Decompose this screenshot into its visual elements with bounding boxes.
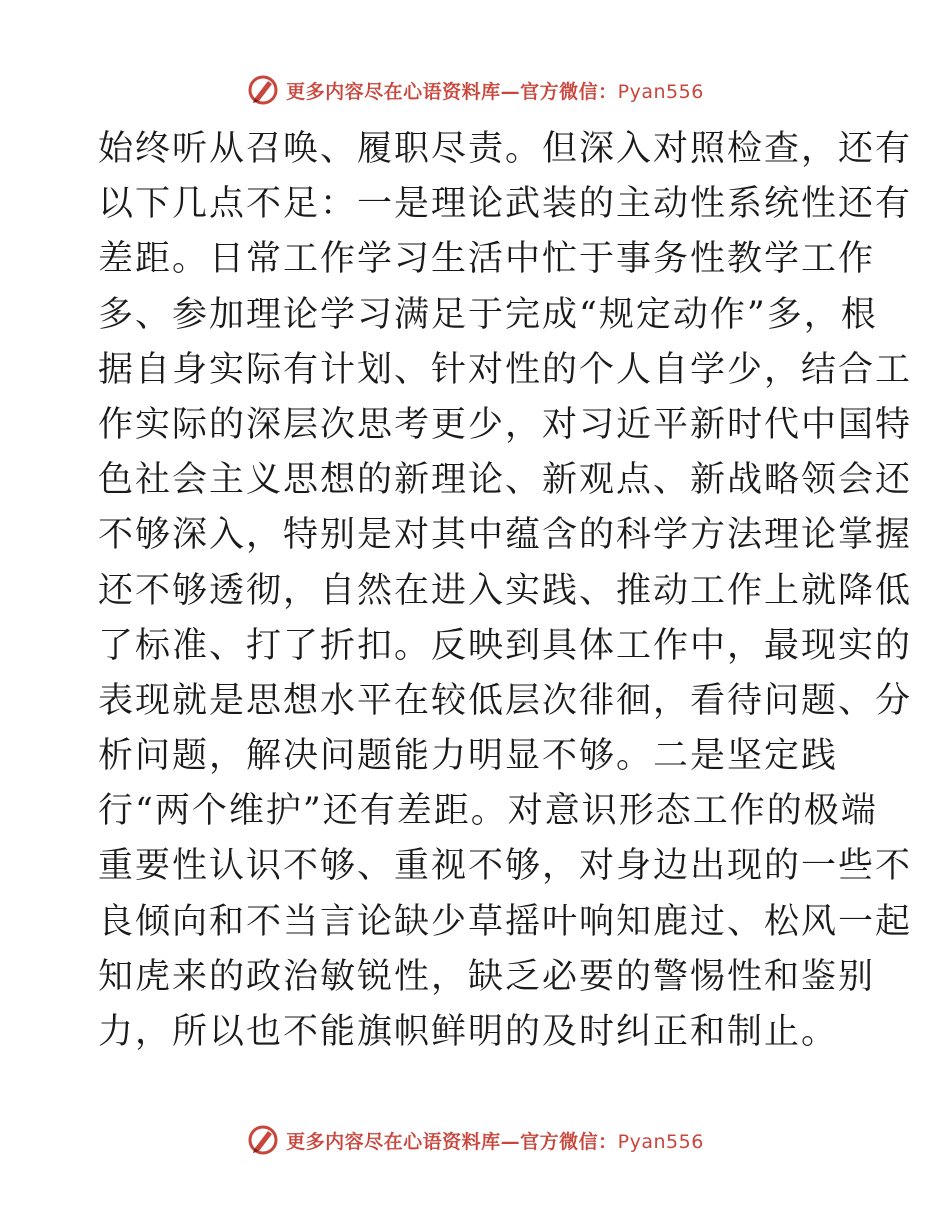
- body-text-line: 差距。日常工作学习生活中忙于事务性教学工作: [98, 239, 876, 280]
- body-text-line: 力，所以也不能旗帜鲜明的及时纠正和制止。: [98, 1012, 839, 1052]
- body-text-line: 作实际的深层次思考更少，对习近平新时代中国特: [98, 404, 913, 445]
- body-text-line: 表现就是思想水平在较低层次徘徊，看待问题、分: [98, 680, 913, 721]
- header-wechat-id: Pyan556: [617, 80, 704, 103]
- footer-wechat-id: Pyan556: [617, 1130, 704, 1153]
- pen-logo-icon: [246, 73, 280, 107]
- body-text-line: 良倾向和不当言论缺少草摇叶响知鹿过、松风一起: [98, 901, 913, 942]
- body-text-line: 知虎来的政治敏锐性，缺乏必要的警惕性和鉴别: [98, 956, 876, 997]
- footer-banner-text: 更多内容尽在心语资料库—官方微信：Pyan556: [286, 1130, 704, 1153]
- body-text-line: 了标准、打了折扣。反映到具体工作中，最现实的: [98, 625, 913, 666]
- body-text-line: 不够深入，特别是对其中蕴含的科学方法理论掌握: [98, 515, 913, 556]
- body-text-line: 还不够透彻，自然在进入实践、推动工作上就降低: [98, 570, 913, 611]
- header-banner: [0, 70, 950, 110]
- body-text-line: 色社会主义思想的新理论、新观点、新战略领会还: [98, 460, 913, 501]
- footer-banner: [0, 1120, 950, 1160]
- document-body: [98, 122, 913, 1060]
- pen-logo-icon: [246, 1123, 280, 1157]
- header-banner-text: 更多内容尽在心语资料库—官方微信：Pyan556: [286, 80, 704, 103]
- body-text-line: 始终听从召唤、履职尽责。但深入对照检查，还有: [98, 129, 913, 169]
- body-text-line: 重要性认识不够、重视不够，对身边出现的一些不: [98, 846, 913, 887]
- body-text-line: 多、参加理论学习满足于完成“规定动作”多，根: [98, 294, 878, 335]
- body-text-line: 据自身实际有计划、针对性的个人自学少，结合工: [98, 349, 913, 390]
- body-text-line: 行“两个维护”还有差距。对意识形态工作的极端: [98, 791, 878, 832]
- body-text-line: 以下几点不足：一是理论武装的主动性系统性还有: [98, 184, 913, 225]
- body-text-line: 析问题，解决问题能力明显不够。二是坚定践: [98, 736, 839, 777]
